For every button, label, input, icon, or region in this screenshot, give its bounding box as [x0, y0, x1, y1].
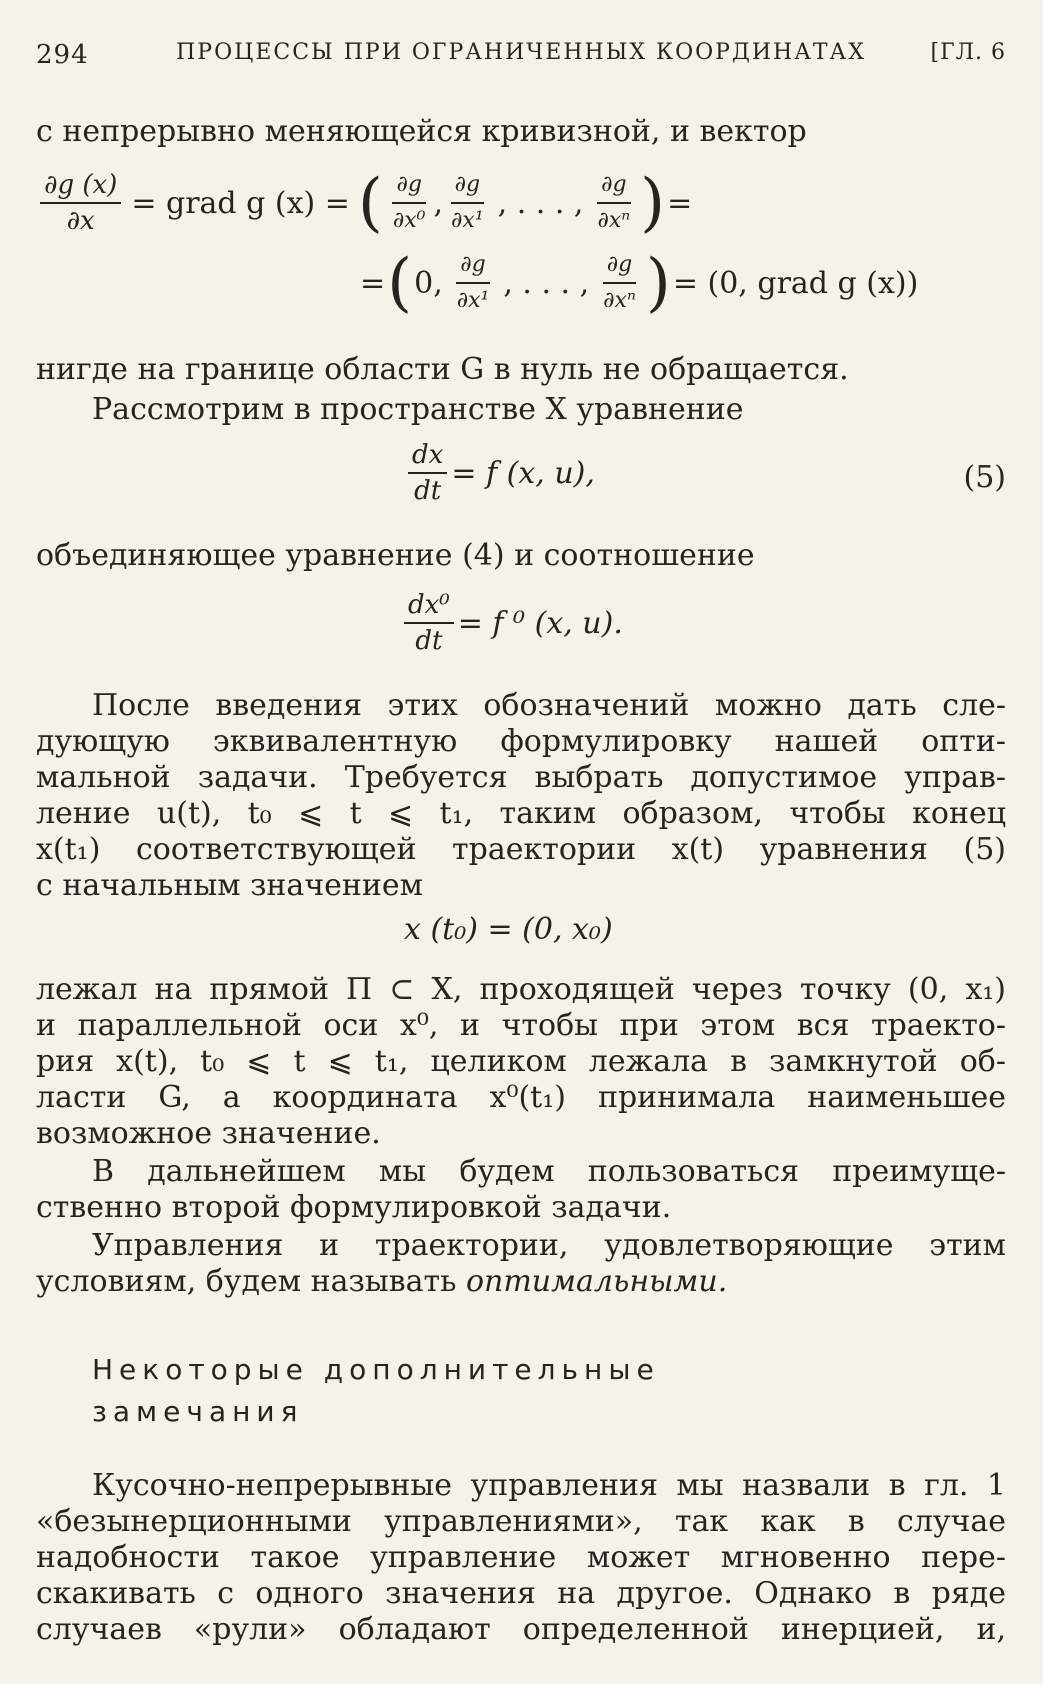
paragraph-line: x(t₁) соответствующей траектории x(t) уравнения (5): [36, 832, 1006, 867]
paragraph-line: с начальным значением: [36, 868, 423, 903]
paragraph-line: надобности такое управление может мгновенно пере-: [36, 1540, 1006, 1575]
paragraph-line: Управления и траектории, удовлетворяющие этим: [92, 1228, 1006, 1263]
fraction-dg-dx1: $\frac{\partial g}{\text{∂x¹}}$: [451, 172, 484, 233]
text-line: Рассмотрим в пространстве X уравнение: [92, 392, 744, 427]
paragraph-line: ласти G, а координата x⁰(t₁) принимала наименьшее: [36, 1080, 1006, 1115]
chapter-marker: [ГЛ. 6: [930, 40, 1006, 65]
fraction-dg-dxn: $\frac{\partial g}{\text{∂xⁿ}}$: [597, 172, 631, 233]
section-heading-line2: замечания: [92, 1395, 304, 1428]
paragraph-line: В дальнейшем мы будем пользоваться преимуще-: [92, 1154, 1006, 1189]
paragraph-line: возможное значение.: [36, 1116, 381, 1151]
paragraph-line: скакивать с одного значения на другое. Однако в ряде: [36, 1576, 1006, 1611]
running-header: [36, 40, 1006, 76]
fraction-dg-dx: $\frac{\partial g (x)}{\partial x}$: [40, 170, 121, 236]
paragraph-line: Кусочно-непрерывные управления мы назвали в гл. 1: [92, 1468, 1006, 1503]
text-line: с непрерывно меняющейся кривизной, и вектор: [36, 114, 807, 149]
section-heading-line1: Некоторые дополнительные: [92, 1353, 660, 1386]
equation-dx0-dt: $\frac{\text{dx⁰}}{dt}$ = f ⁰ (x, u).: [400, 590, 623, 656]
paragraph-line: условиям, будем называть оптимальными.: [36, 1264, 728, 1299]
fraction-dg-dx1-row2: $\frac{\partial g}{\text{∂x¹}}$: [456, 252, 490, 313]
formula-gradient-row2: = ( 0, $\frac{\partial g}{\text{∂x¹}}$ , . . . , $\frac{\partial g}{\text{∂xⁿ}}$ ) = (0, grad g (x)): [360, 246, 919, 320]
paragraph-line: рия x(t), t₀ ⩽ t ⩽ t₁, целиком лежала в замкнутой об-: [36, 1044, 1006, 1079]
running-title: ПРОЦЕССЫ ПРИ ОГРАНИЧЕННЫХ КООРДИНАТАХ: [176, 40, 866, 65]
equation-initial: x (t₀) = (0, x₀): [404, 912, 613, 947]
paragraph-line: После введения этих обозначений можно дать сле-: [92, 688, 1006, 723]
paragraph-line: случаев «рули» обладают определенной инерцией, и,: [36, 1612, 1006, 1647]
fraction-dg-dxn-row2: $\frac{\partial g}{\text{∂xⁿ}}$: [603, 252, 636, 313]
text-line: объединяющее уравнение (4) и соотношение: [36, 538, 755, 573]
equation-number: (5): [963, 460, 1006, 495]
fraction-dg-dx0: $\frac{\partial g}{\text{∂x⁰}}$: [392, 172, 426, 233]
paragraph-line: лежал на прямой Π ⊂ X, проходящей через точку (0, x₁): [36, 972, 1006, 1007]
paragraph-line: дующую эквивалентную формулировку нашей опти-: [36, 724, 1006, 759]
paragraph-line: мальной задачи. Требуется выбрать допустимое управ-: [36, 760, 1006, 795]
paragraph-line: ственно второй формулировкой задачи.: [36, 1190, 672, 1225]
paragraph-line: ление u(t), t₀ ⩽ t ⩽ t₁, таким образом, чтобы конец: [36, 796, 1006, 831]
equation-5: $\frac{dx}{dt}$ = f (x, u),: [404, 440, 595, 506]
text-line: нигде на границе области G в нуль не обращается.: [36, 352, 849, 387]
page-number: 294: [36, 40, 89, 70]
paragraph-line: «безынерционными управлениями», так как в случае: [36, 1504, 1006, 1539]
emphasis-optimal: оптимальными.: [465, 1264, 728, 1299]
paragraph-line: и параллельной оси x⁰, и чтобы при этом вся траекто-: [36, 1008, 1006, 1043]
formula-gradient-row1: $\frac{\partial g (x)}{\partial x}$ = grad g (x) = ( $\frac{\partial g}{\text{∂x⁰}}$ , $\frac{\partial g}{\text{∂x¹}}$ , . . . , $\frac{\partial g}{\text{∂xⁿ}}$ ) =: [36, 170, 692, 236]
